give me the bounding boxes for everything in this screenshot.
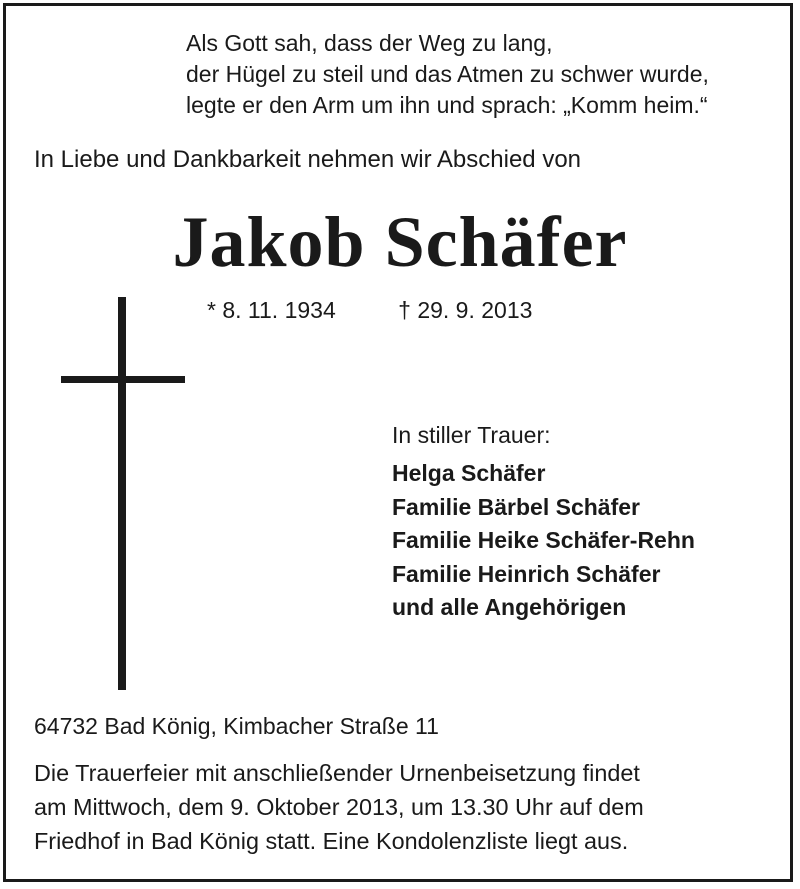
birth-date: * 8. 11. 1934 <box>207 297 336 323</box>
death-date: † 29. 9. 2013 <box>398 297 533 323</box>
mourner-name: Familie Heike Schäfer-Rehn <box>392 527 695 553</box>
mourner-name: Familie Bärbel Schäfer <box>392 493 640 520</box>
ceremony-notice <box>34 756 644 858</box>
ceremony-line: Friedhof in Bad König statt. Eine Kondolenzliste liegt aus. <box>34 828 629 854</box>
poem-line: der Hügel zu steil und das Atmen zu schwer wurde, <box>186 61 709 87</box>
poem <box>186 28 709 121</box>
mourner-name: Familie Heinrich Schäfer <box>392 560 661 587</box>
life-dates <box>207 294 532 326</box>
mourning-title: In stiller Trauer: <box>392 422 551 448</box>
intro-text: In Liebe und Dankbarkeit nehmen wir Abschied von <box>34 146 582 173</box>
ceremony-line: am Mittwoch, dem 9. Oktober 2013, um 13.30 Uhr auf dem <box>34 794 644 820</box>
deceased-name: Jakob Schäfer <box>172 202 628 282</box>
mourners-list <box>392 457 695 625</box>
mourner-name: Helga Schäfer <box>392 460 546 486</box>
poem-line: legte er den Arm um ihn und sprach: „Komm heim.“ <box>186 92 708 118</box>
cross-vertical-bar <box>118 297 126 690</box>
mourner-name: und alle Angehörigen <box>392 594 627 620</box>
poem-line: Als Gott sah, dass der Weg zu lang, <box>186 30 553 56</box>
family-address: 64732 Bad König, Kimbacher Straße 11 <box>34 713 439 739</box>
ceremony-line: Die Trauerfeier mit anschließender Urnenbeisetzung findet <box>34 760 640 786</box>
cross-horizontal-bar <box>61 376 185 383</box>
